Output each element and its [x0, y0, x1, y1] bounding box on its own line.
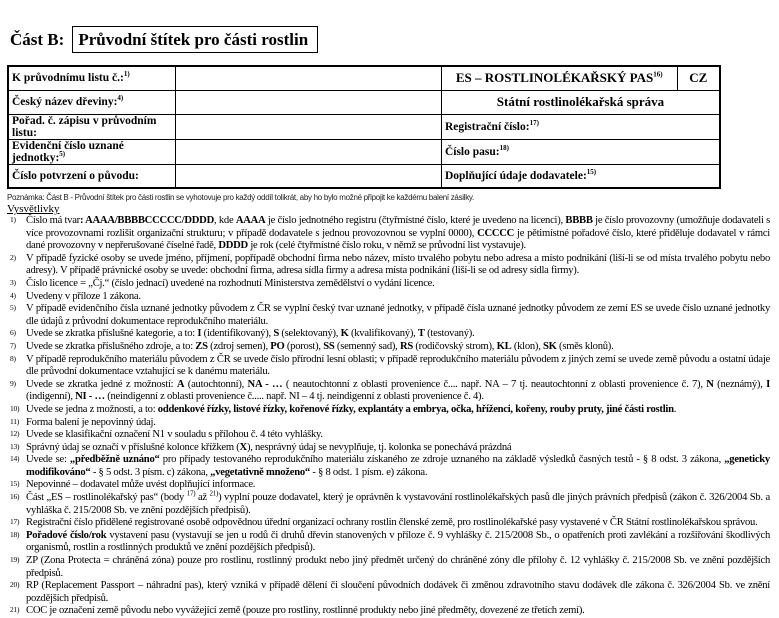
note-segment: Uvede se jedna z možností, a to: [26, 403, 158, 415]
tree-name-field[interactable] [176, 90, 442, 114]
note-item [10, 605, 770, 618]
note-segment: - § 8 odst. 1 písm. e) zákona. [309, 466, 428, 478]
note-number: 15) [10, 479, 20, 489]
note-segment: (testovaný). [424, 328, 475, 340]
note-bold-segment: oddenkové řízky, listové řízky, kořenové řízky, explantáty a embrya, očka, hříženci, kořeny, rouby pruty, jiné části rostlin [157, 403, 674, 415]
note-segment: RP (Replacement Passport – náhradní pas), který vzniká v případě dělení či sloučení původních dodávek či změnou zdravotního stavu dodávek dle zákona č. 326/2004 Sb. ve znění pozdějších předpisů. [26, 580, 770, 604]
note-item [10, 555, 770, 580]
note-text [26, 555, 770, 580]
note-number: 21) [10, 605, 20, 615]
unit-number-field[interactable] [176, 139, 442, 164]
form-row [8, 90, 720, 114]
note-segment: až [195, 492, 210, 504]
notes-heading: Vysvětlivky [7, 203, 60, 215]
note-segment: Nepovinné – dodavatel může uvést doplňující informace. [26, 479, 256, 491]
note-text [26, 489, 770, 517]
note-segment: Číslo licence = „Čj.“ (číslo jednací) uvedené na rozhodnutí Ministerstva zemědělství o vydání licence. [26, 277, 435, 289]
note-text [26, 215, 770, 253]
note-segment: - § 5 odst. 3 písm. c) zákona, [90, 466, 211, 478]
note-segment: Uvede se zkratka jedné z možností: [26, 378, 177, 390]
note-number: 17) [10, 517, 20, 527]
note-bold-segment: S [273, 328, 279, 340]
note-text [26, 530, 770, 555]
note-item [10, 417, 770, 430]
note-bold-segment: RS [399, 340, 413, 352]
note-segment: 21) [209, 489, 219, 498]
note-segment: Forma balení je nepovinný údaj. [26, 416, 156, 428]
note-bold-segment: „geneticky modifikováno“ [26, 454, 770, 478]
note-text [26, 341, 770, 354]
note-bold-segment: : AAAA/BBBBCCCCC/DDDD [79, 215, 214, 226]
note-text [26, 328, 770, 341]
note-segment: Uvede se zkratka příslušné kategorie, a to: [26, 328, 198, 340]
form-row [8, 139, 720, 164]
note-segment: (identifikovaný), [201, 328, 274, 340]
note-segment: (neindigenní z oblasti provenience č..... např. NI – 4 tj. neindigenní z oblasti provenience č. 4). [104, 391, 484, 403]
note-segment: Část „ES – rostlinolékařský pas“ (body [26, 492, 187, 504]
note-segment: (selektovaný), [278, 328, 341, 340]
note-segment: je číslo jednotného registru (čtyřmístné číslo, které je uvedeno na licenci), [265, 215, 566, 226]
note-segment: Uvede se klasifikační označení N1 v souladu s přílohou č. 4 této vyhlášky. [26, 429, 323, 441]
note-number: 11) [10, 416, 19, 426]
note-item [10, 215, 770, 253]
note-text [26, 517, 770, 530]
note-segment: V případě fyzické osoby se uvede jméno, příjmení, popřípadě obchodní firma nebo název, místo trvalého pobytu nebo adresa a místo podnikání (liší-li se od místa trvalého pobytu nebo adresy). V případě právnické osoby se uvede: obchodní firma, adresa sídla firmy a adresa místa podnikání (liší-li se od adresy sídla firmy). [26, 252, 770, 277]
note-segment: . [673, 403, 677, 415]
note-segment: Uvedeny v příloze 1 zákona. [26, 290, 141, 302]
note-text [26, 379, 770, 404]
note-item [10, 291, 770, 304]
note-bold-segment: Pořadové číslo/rok [26, 529, 107, 541]
note-number: 8) [10, 353, 16, 363]
note-segment: , kde [213, 215, 236, 226]
note-item [10, 517, 770, 530]
delivery-note-field[interactable] [176, 66, 442, 90]
note-bold-segment: CCCCC [477, 227, 515, 239]
note-text [26, 605, 770, 618]
field-label: Pořad. č. zápisu v průvodním listu: [8, 114, 176, 139]
note-segment: ( neautochtonní z oblasti provenience č.... např. NA – 7 tj. neautochtonní z oblasti provenience č. 7), [282, 378, 707, 390]
note-text [26, 580, 770, 605]
passport-heading: ES – ROSTLINOLÉKAŘSKÝ PAS$^{16)}$ [441, 66, 677, 90]
entry-order-field[interactable] [176, 114, 442, 139]
note-bold-segment: BBBB [565, 215, 593, 226]
note-bold-segment: PO [270, 340, 285, 352]
note-number: 6) [10, 328, 16, 338]
note-text [26, 404, 770, 417]
note-segment: (kvalifikovaný), [348, 328, 418, 340]
note-item [10, 442, 770, 455]
note-text [26, 354, 770, 379]
note-item [10, 303, 770, 328]
note-bold-segment: SS [323, 340, 335, 352]
note-number: 3) [10, 277, 16, 287]
note-number: 10) [10, 403, 20, 413]
note-segment: 17) [186, 489, 196, 498]
note-segment: je pětimístné pořadové číslo, které přiděluje dodavatel v rámci dané provozovny v nepřerušované číselné řadě, [26, 227, 770, 252]
note-bold-segment: ZS [195, 340, 208, 352]
note-bold-segment: „vegetativně množeno“ [210, 466, 310, 478]
note-text [26, 303, 770, 328]
field-label: Evidenční číslo uznané jednotky:$^{5)}$ [8, 139, 176, 164]
note-text [26, 429, 770, 442]
note-item [10, 278, 770, 291]
note-segment: Uvede se: [26, 454, 70, 466]
note-item [10, 354, 770, 379]
note-segment: Uvede se zkratka příslušného zdroje, a to: [26, 340, 196, 352]
note-number: 1) [10, 215, 16, 224]
form-row [8, 164, 720, 188]
note-text [26, 417, 770, 430]
note-item [10, 379, 770, 404]
note-segment: (zdroj semen), [207, 340, 271, 352]
note-segment: (rodičovský strom), [413, 340, 497, 352]
note-number: 14) [10, 454, 20, 464]
note-item [10, 253, 770, 278]
note-item [10, 328, 770, 341]
note-number: 16) [10, 492, 20, 502]
note-item [10, 580, 770, 605]
note-number: 9) [10, 378, 16, 388]
registration-number-field[interactable]: Registrační číslo:$^{17)}$ [441, 114, 720, 139]
note-segment: (indigenní), [26, 391, 76, 403]
field-label: K průvodnímu listu č.:$^{1)}$ [8, 66, 176, 90]
note-item [10, 530, 770, 555]
note-number: 19) [10, 555, 20, 565]
note-item [10, 341, 770, 354]
note-segment: (klon), [511, 340, 544, 352]
note-number: 5) [10, 303, 16, 313]
part-label: Část B: [10, 29, 65, 49]
note-bold-segment: I [766, 378, 770, 390]
note-bold-segment: DDDD [218, 240, 248, 252]
notes-list [10, 215, 770, 618]
note-text [26, 278, 770, 291]
note-segment: Číslo má tvar [26, 215, 80, 226]
note-segment: (směs klonů). [556, 340, 614, 352]
note-segment: je číslo provozovny (umožňuje dodavateli s více provozovnami rozlišit organizační strukturu; v případě dodavatele s jednou provozovnou se vyplní 0000), [26, 215, 770, 239]
note-number: 20) [10, 580, 20, 590]
note-segment: Registrační číslo přidělené registrované osobě odpovědnou úřední organizací ochrany rostlin členské země, pro rostlinolékařské pasy vystavené v ČR Státní rostlinolékařskou správou. [26, 517, 758, 529]
note-bold-segment: I [197, 328, 202, 340]
note-bold-segment: K [340, 328, 349, 340]
country-code: CZ [677, 66, 720, 90]
supplier-info-field[interactable]: Doplňující údaje dodavatele:$^{15)}$ [441, 164, 720, 188]
note-bold-segment: A [176, 378, 185, 390]
note-item [10, 479, 770, 492]
note-segment: vystavení pasu (vystavují se jen u rodů či druhů dřevin stanovených v příloze č. 9 vyhlášky č. 215/2008 Sb., o opatřeních proti zavlékání a rozšiřování škodlivých organismů, rostlin a rostlinných produktů ve znění pozdějších předpisů). [26, 529, 770, 554]
authority-name: Státní rostlinolékařská správa [441, 90, 720, 114]
note-text [26, 253, 770, 278]
note-bold-segment: NI - … [75, 391, 105, 403]
note-number: 18) [10, 529, 20, 539]
note-number: 2) [10, 252, 16, 262]
note-bold-segment: T [417, 328, 425, 340]
field-label: Číslo potvrzení o původu: [8, 164, 176, 188]
note-segment: (neznámý), [713, 378, 767, 390]
section-title: Průvodní štítek pro části rostlin [72, 26, 318, 53]
note-bold-segment: KL [496, 340, 512, 352]
note-segment: COC je označení země původu nebo vyvážející země (pouze pro rostliny, rostlinné produkty nebo jiné předměty, dovezené ze třetích zemí). [26, 605, 585, 617]
note-segment: (porost), [284, 340, 324, 352]
note-segment: je rok (celé čtyřmístné číslo roku, v němž se průvodní list vystavuje). [247, 240, 526, 252]
note-text [26, 454, 770, 479]
passport-number-field[interactable]: Číslo pasu:$^{18)}$ [441, 139, 720, 164]
note-number: 12) [10, 429, 20, 439]
note-text [26, 442, 770, 455]
note-number: 13) [10, 441, 20, 451]
plant-passport-form [7, 65, 721, 189]
form-row [8, 66, 720, 90]
note-bold-segment: X [239, 441, 247, 453]
note-segment: ) vyplní pouze dodavatel, který je oprávněn k vystavování rostlinolékařských pasů dle jiných právních předpisů (zákon č. 326/2004 Sb. a vyhláška č. 215/2008 Sb. ve znění pozdějších předpisů). [26, 492, 770, 516]
section-header [10, 26, 318, 53]
note-item [10, 454, 770, 479]
note-item [10, 429, 770, 442]
note-bold-segment: SK [543, 340, 557, 352]
note-segment: V případě evidenčního čísla uznané jednotky původem z ČR se vyplní český tvar uznané jednotky, v případě čísla uznané jednotky původem ze zemí ES se uvede číslo uznané jednotky dle údajů z průvodní dokumentace reprodukčního materiálu. [26, 303, 770, 327]
field-label: Český název dřeviny:$^{4)}$ [8, 90, 176, 114]
note-segment: (autochtonní), [184, 378, 248, 390]
note-number: 4) [10, 290, 16, 300]
form-remark: Poznámka: Část B - Průvodní štítek pro části rostlin se vyhotovuje pro každý oddíl tolikrát, aby ho bylo možné připojit ke každému balení zásilky. [7, 193, 474, 202]
note-segment: (semenný sad), [334, 340, 400, 352]
note-item [10, 489, 770, 517]
note-bold-segment: N [706, 378, 714, 390]
note-segment: V případě reprodukčního materiálu původem z ČR se uvede číslo přírodní lesní oblasti; v případě reprodukčního materiálu původem z jiných zemí se uvede země původu a ostatní údaje dle průvodní dokumentace vztahující se k danému materiálu. [26, 353, 770, 378]
note-text [26, 479, 770, 492]
origin-certificate-field[interactable] [176, 164, 442, 188]
note-number: 7) [10, 340, 16, 350]
note-segment: ), nesprávný údaj se nevyplňuje, tj. kolonka se ponechává prázdná [246, 441, 512, 453]
note-bold-segment: AAAA [235, 215, 266, 226]
note-bold-segment: „předběžně uznáno“ [69, 454, 160, 466]
note-bold-segment: NA - … [247, 378, 283, 390]
form-row [8, 114, 720, 139]
note-item [10, 404, 770, 417]
note-text [26, 291, 770, 304]
note-segment: ZP (Zona Protecta = chráněná zóna) pouze pro rostlinu, rostlinný produkt nebo jiný předmět určený do chráněné zóny dle přílohy č. 12 vyhlášky č. 215/2008 Sb. ve znění pozdějších předpisů. [26, 555, 770, 579]
note-segment: Správný údaj se označí v příslušné kolonce křížkem ( [26, 441, 240, 453]
note-segment: pro případy testovaného reprodukčního materiálu získaného ze zdroje uznaného na základě výsledků časných testů - § 8 odst. 3 zákona, [159, 454, 725, 466]
